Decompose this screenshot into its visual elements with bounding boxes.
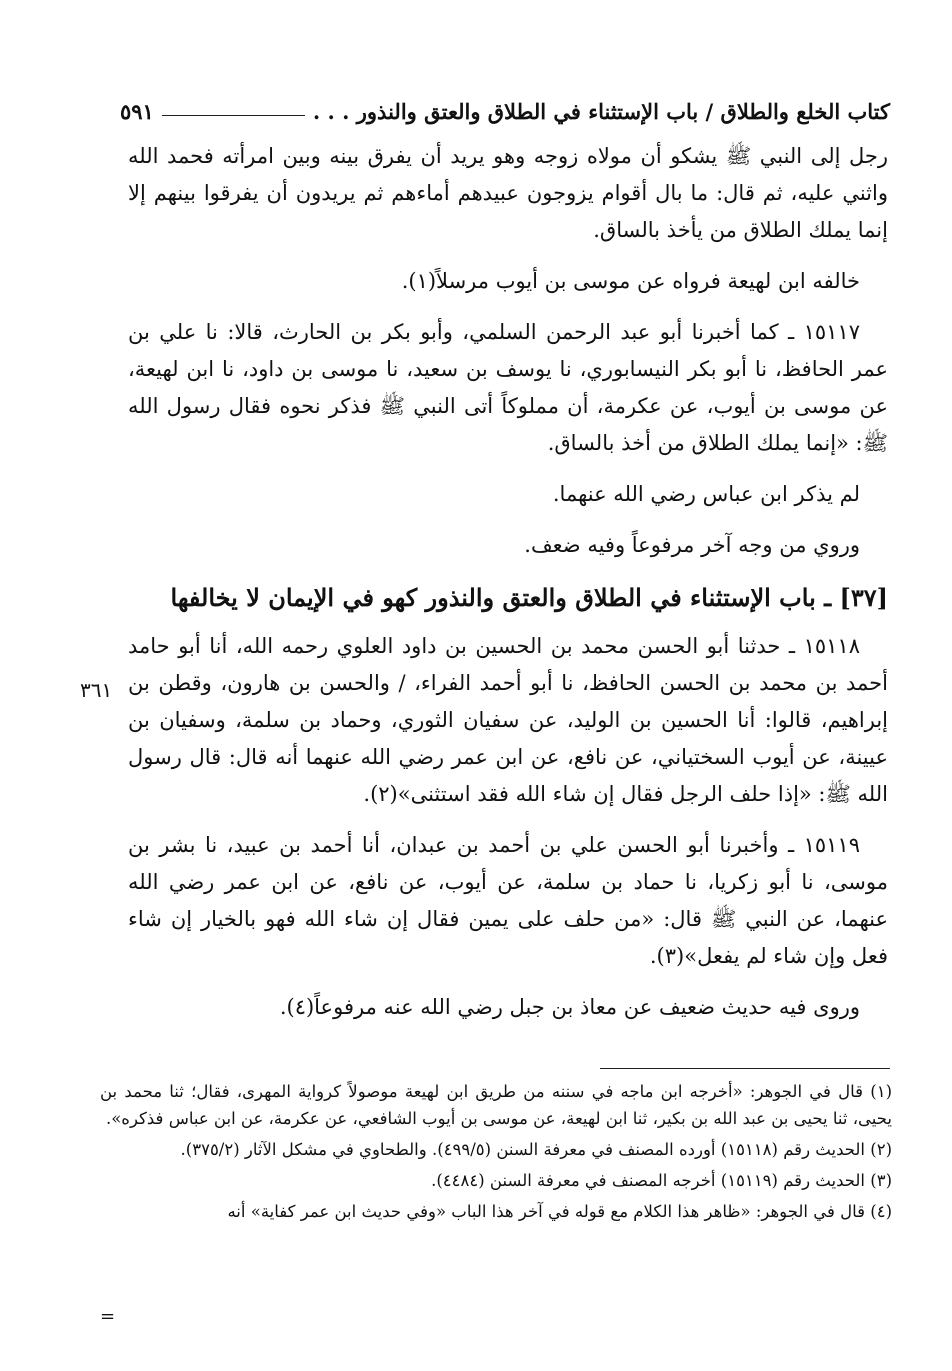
header-rule bbox=[162, 115, 305, 116]
page-number: ٥٩١ bbox=[120, 99, 154, 124]
paragraph: وروي من وجه آخر مرفوعاً وفيه ضعف. bbox=[524, 533, 860, 557]
footnote: (١) قال في الجوهر: «أخرجه ابن ماجه في سننه من طريق ابن لهيعة موصولاً كرواية المهرى، فقال؛ ثنا محمد بن يحيى، ثنا يحيى بن عبد الله بن بكير، ثنا ابن لهيعة، عن موسى بن أيوب الشافعي، عن عكرمة، عن ابن عباس فذكره». bbox=[100, 1082, 892, 1128]
footnote-continuation-mark: = bbox=[100, 1306, 116, 1327]
footnote: (٣) الحديث رقم (١٥١١٩) أخرجه المصنف في معرفة السنن (٤٤٨٤). bbox=[431, 1171, 892, 1190]
hadith-paragraph: ١٥١١٨ ـ حدثنا أبو الحسن محمد بن الحسين بن داود العلوي رحمه الله، أنا أبو حامد أحمد بن محمد بن الحسن الحافظ، نا أبو أحمد الفراء، / والحسن بن هارون، وقطن بن إبراهيم، قالوا: أنا الحسين بن الوليد، عن سفيان الثوري، وحماد بن سلمة، وسفيان بن عيينة، عن أيوب السختياني، عن نافع، عن ابن عمر رضي الله عنهما أنه قال: قال رسول الله ﷺ: «إذا حلف الرجل فقال إن شاء الله فقد استثنى»(٢). bbox=[128, 634, 888, 806]
footnote: (٤) قال في الجوهر: «ظاهر هذا الكلام مع قوله في آخر هذا الباب «وفي حديث ابن عمر كفاية» أنه bbox=[227, 1202, 892, 1221]
footnote: (٢) الحديث رقم (١٥١١٨) أورده المصنف في معرفة السنن (٤٩٩/٥). والطحاوي في مشكل الآثار (٣٧٥/٢). bbox=[180, 1140, 892, 1159]
hadith-paragraph: ١٥١١٧ ـ كما أخبرنا أبو عبد الرحمن السلمي، وأبو بكر بن الحارث، قالا: نا علي بن عمر الحافظ، نا أبو بكر النيسابوري، نا يوسف بن سعيد، نا موسى بن داود، نا ابن لهيعة، عن موسى بن أيوب، عن عكرمة، أن مملوكاً أتى النبي ﷺ فذكر نحوه فقال رسول الله ﷺ: «إنما يملك الطلاق من أخذ بالساق. bbox=[128, 320, 888, 455]
section-heading: [٣٧] ـ باب الإستثناء في الطلاق والعتق والنذور كهو في الإيمان لا يخالفها bbox=[170, 583, 888, 612]
paragraph: وروى فيه حديث ضعيف عن معاذ بن جبل رضي الله عنه مرفوعاً(٤). bbox=[279, 995, 860, 1019]
margin-volume-page-note: ٣٦١ bbox=[80, 678, 113, 702]
running-title: كتاب الخلع والطلاق / باب الإستثناء في الطلاق والعتق والنذور . . . bbox=[312, 99, 890, 124]
main-text bbox=[128, 138, 888, 1040]
footnotes bbox=[100, 1078, 892, 1229]
footnote-separator bbox=[600, 1068, 890, 1069]
paragraph: لم يذكر ابن عباس رضي الله عنهما. bbox=[552, 482, 860, 506]
paragraph: رجل إلى النبي ﷺ يشكو أن مولاه زوجه وهو يريد أن يفرق بينه وبين امرأته فحمد الله واثني عليه، ثم قال: ما بال أقوام يزوجون عبيدهم أماءهم ثم يريدون أن يفرقوا بينهم إلا إنما يملك الطلاق من يأخذ بالساق. bbox=[128, 144, 888, 242]
hadith-paragraph: ١٥١١٩ ـ وأخبرنا أبو الحسن علي بن أحمد بن عبدان، أنا أحمد بن عبيد، نا بشر بن موسى، نا أبو زكريا، نا حماد بن سلمة، عن أيوب، عن نافع، عن ابن عمر رضي الله عنهما، عن النبي ﷺ قال: «من حلف على يمين فقال إن شاء الله فهو بالخيار إن شاء فعل وإن شاء لم يفعل»(٣). bbox=[128, 833, 888, 968]
paragraph: خالفه ابن لهيعة فرواه عن موسى بن أيوب مرسلاً(١). bbox=[401, 269, 860, 293]
page-header bbox=[120, 88, 890, 124]
